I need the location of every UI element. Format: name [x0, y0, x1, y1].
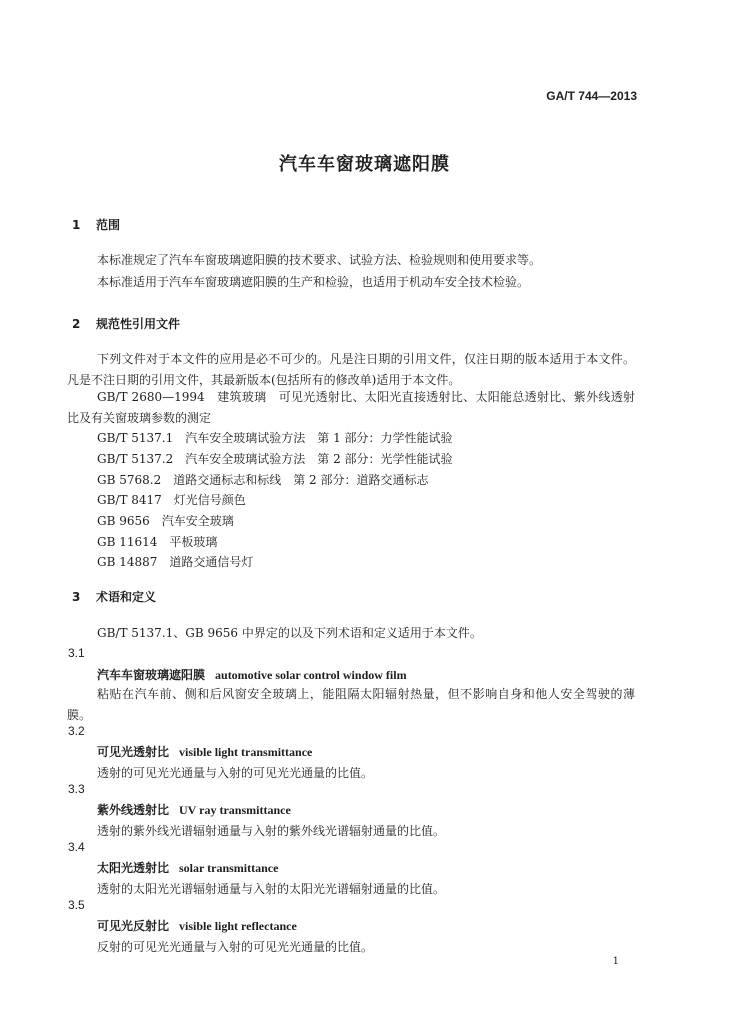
- term-heading: [97, 743, 312, 760]
- term-heading: [97, 859, 278, 876]
- term-definition: 透射的紫外线光谱辐射通量与入射的紫外线光谱辐射通量的比值。: [97, 824, 446, 838]
- terms-intro: GB/T 5137.1、GB 9656 中界定的以及下列术语和定义适用于本文件。: [97, 626, 482, 640]
- section-number: 3: [72, 590, 81, 604]
- term-definition: 反射的可见光光通量与入射的可见光光通量的比值。: [97, 940, 374, 954]
- term-en: automotive solar control window film: [215, 668, 407, 682]
- term-number: 3.4: [68, 840, 85, 854]
- reference-item: GB 9656 汽车安全玻璃: [97, 514, 234, 528]
- term-zh: 太阳光透射比: [97, 861, 170, 875]
- term-definition: 透射的可见光光通量与入射的可见光光通量的比值。: [97, 766, 374, 780]
- reference-item: GB/T 8417 灯光信号颜色: [97, 493, 246, 507]
- term-number: 3.1: [68, 646, 85, 660]
- term-en: UV ray transmittance: [179, 803, 291, 817]
- reference-item: GB 5768.2 道路交通标志和标线 第 2 部分：道路交通标志: [97, 473, 429, 487]
- term-definition: 粘贴在汽车前、侧和后风窗安全玻璃上，能阻隔太阳辐射热量，但不影响自身和他人安全驾驶的薄膜。: [67, 687, 635, 722]
- term-en: visible light transmittance: [179, 745, 313, 759]
- section-title: 术语和定义: [96, 590, 157, 604]
- term-number: 3.2: [68, 724, 85, 738]
- term-zh: 可见光透射比: [97, 745, 170, 759]
- term-zh: 可见光反射比: [97, 919, 170, 933]
- term-zh: 紫外线透射比: [97, 803, 170, 817]
- references-intro: 下列文件对于本文件的应用是必不可少的。凡是注日期的引用文件，仅注日期的版本适用于本文件。凡是不注日期的引用文件，其最新版本(包括所有的修改单)适用于本文件。: [67, 352, 635, 387]
- section-3-heading: [72, 588, 156, 605]
- scope-paragraph-1: 本标准规定了汽车车窗玻璃遮阳膜的技术要求、试验方法、检验规则和使用要求等。: [97, 253, 542, 267]
- term-heading: [97, 801, 291, 818]
- section-title: 规范性引用文件: [96, 317, 181, 331]
- page-number: 1: [612, 956, 619, 967]
- term-definition: 透射的太阳光光谱辐射通量与入射的太阳光光谱辐射通量的比值。: [97, 882, 446, 896]
- term-heading: [97, 666, 407, 683]
- term-heading: [97, 917, 297, 934]
- reference-item: GB/T 5137.1 汽车安全玻璃试验方法 第 1 部分：力学性能试验: [97, 431, 453, 445]
- section-1-heading: [72, 216, 120, 233]
- section-title: 范围: [96, 218, 121, 232]
- term-en: visible light reflectance: [179, 919, 297, 933]
- term-zh: 汽车车窗玻璃遮阳膜: [97, 668, 206, 682]
- scope-paragraph-2: 本标准适用于汽车车窗玻璃遮阳膜的生产和检验，也适用于机动车安全技术检验。: [97, 275, 530, 289]
- reference-item: GB 14887 道路交通信号灯: [97, 555, 254, 569]
- document-title: 汽车车窗玻璃遮阳膜: [279, 154, 450, 175]
- section-number: 1: [72, 218, 81, 232]
- term-en: solar transmittance: [179, 861, 279, 875]
- standard-code: GA/T 744—2013: [546, 89, 637, 103]
- term-number: 3.5: [68, 898, 85, 912]
- reference-gbt2680: GB/T 2680—1994 建筑玻璃 可见光透射比、太阳光直接透射比、太阳能总透射比、紫外线透射比及有关窗玻璃参数的测定: [67, 390, 635, 425]
- section-2-heading: [72, 315, 180, 332]
- reference-item: GB 11614 平板玻璃: [97, 535, 218, 549]
- term-number: 3.3: [68, 782, 85, 796]
- reference-item: GB/T 5137.2 汽车安全玻璃试验方法 第 2 部分：光学性能试验: [97, 452, 453, 466]
- section-number: 2: [72, 317, 81, 331]
